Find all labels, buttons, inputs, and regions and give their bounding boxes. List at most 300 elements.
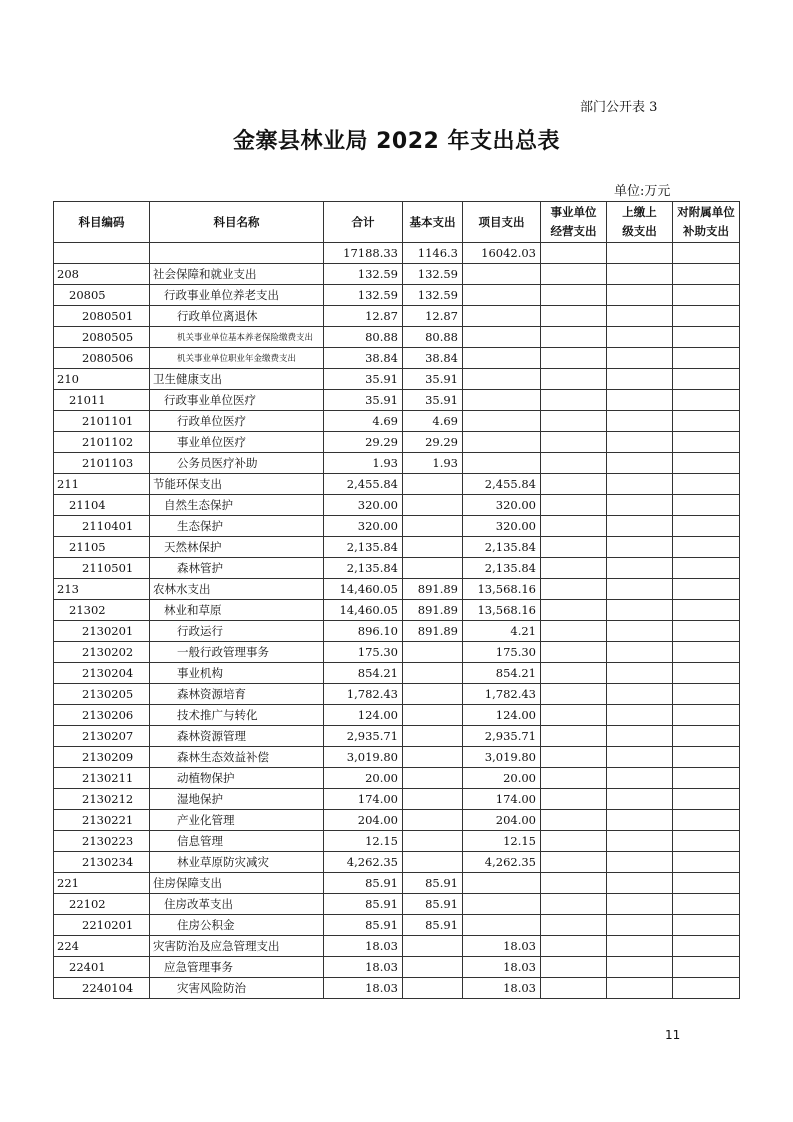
cell-sub [673, 264, 740, 285]
cell-total: 175.30 [324, 642, 403, 663]
cell-project [463, 390, 541, 411]
cell-project [463, 369, 541, 390]
cell-basic: 35.91 [403, 390, 463, 411]
header-sub: 对附属单位补助支出 [673, 202, 740, 243]
cell-total: 132.59 [324, 264, 403, 285]
cell-sub [673, 369, 740, 390]
table-row [54, 348, 740, 369]
table-row [54, 768, 740, 789]
cell-basic: 12.87 [403, 306, 463, 327]
cell-name: 森林管护 [150, 558, 324, 579]
cell-code: 2130212 [54, 789, 150, 810]
cell-upper [607, 516, 673, 537]
cell-total: 85.91 [324, 873, 403, 894]
cell-project [463, 915, 541, 936]
cell-name: 自然生态保护 [150, 495, 324, 516]
cell-total: 12.87 [324, 306, 403, 327]
cell-code: 2130223 [54, 831, 150, 852]
cell-name: 森林生态效益补偿 [150, 747, 324, 768]
cell-sub [673, 957, 740, 978]
cell-basic [403, 852, 463, 873]
header-name: 科目名称 [150, 202, 324, 243]
table-row [54, 516, 740, 537]
cell-total: 29.29 [324, 432, 403, 453]
cell-business [541, 327, 607, 348]
cell-name: 产业化管理 [150, 810, 324, 831]
cell-sub [673, 894, 740, 915]
cell-project: 320.00 [463, 495, 541, 516]
cell-business [541, 285, 607, 306]
cell-sub [673, 936, 740, 957]
table-row [54, 579, 740, 600]
cell-code: 2130234 [54, 852, 150, 873]
cell-code: 21302 [54, 600, 150, 621]
cell-upper [607, 642, 673, 663]
cell-total: 17188.33 [324, 243, 403, 264]
cell-business [541, 852, 607, 873]
cell-code: 211 [54, 474, 150, 495]
cell-basic: 891.89 [403, 621, 463, 642]
table-row [54, 894, 740, 915]
cell-basic: 891.89 [403, 579, 463, 600]
cell-upper [607, 831, 673, 852]
cell-name: 湿地保护 [150, 789, 324, 810]
cell-basic: 132.59 [403, 264, 463, 285]
cell-name: 行政单位医疗 [150, 411, 324, 432]
cell-business [541, 831, 607, 852]
cell-total: 4.69 [324, 411, 403, 432]
cell-upper [607, 579, 673, 600]
cell-upper [607, 957, 673, 978]
cell-sub [673, 747, 740, 768]
cell-name: 信息管理 [150, 831, 324, 852]
cell-total: 204.00 [324, 810, 403, 831]
cell-project: 175.30 [463, 642, 541, 663]
cell-code: 2130204 [54, 663, 150, 684]
cell-name: 住房公积金 [150, 915, 324, 936]
cell-project [463, 873, 541, 894]
table-label: 部门公开表 3 [580, 100, 658, 115]
cell-upper [607, 663, 673, 684]
cell-sub [673, 327, 740, 348]
cell-business [541, 306, 607, 327]
cell-project [463, 264, 541, 285]
table-row [54, 915, 740, 936]
cell-sub [673, 558, 740, 579]
table-row [54, 789, 740, 810]
cell-basic [403, 642, 463, 663]
cell-sub [673, 495, 740, 516]
table-row [54, 327, 740, 348]
table-row [54, 264, 740, 285]
cell-project: 320.00 [463, 516, 541, 537]
cell-business [541, 453, 607, 474]
header-project: 项目支出 [463, 202, 541, 243]
cell-project: 2,135.84 [463, 558, 541, 579]
cell-total: 85.91 [324, 915, 403, 936]
cell-name [150, 243, 324, 264]
cell-business [541, 705, 607, 726]
cell-total: 35.91 [324, 390, 403, 411]
cell-code: 2130209 [54, 747, 150, 768]
cell-upper [607, 495, 673, 516]
cell-upper [607, 789, 673, 810]
cell-total: 14,460.05 [324, 579, 403, 600]
cell-name: 应急管理事务 [150, 957, 324, 978]
cell-basic: 4.69 [403, 411, 463, 432]
cell-sub [673, 831, 740, 852]
cell-basic [403, 726, 463, 747]
cell-total: 2,935.71 [324, 726, 403, 747]
cell-code [54, 243, 150, 264]
cell-project: 3,019.80 [463, 747, 541, 768]
cell-basic [403, 747, 463, 768]
cell-basic: 80.88 [403, 327, 463, 348]
table-row [54, 663, 740, 684]
table-row [54, 810, 740, 831]
expenditure-table [53, 201, 740, 999]
cell-name: 卫生健康支出 [150, 369, 324, 390]
cell-business [541, 789, 607, 810]
cell-basic [403, 978, 463, 999]
cell-basic: 1.93 [403, 453, 463, 474]
cell-upper [607, 978, 673, 999]
cell-total: 85.91 [324, 894, 403, 915]
cell-sub [673, 621, 740, 642]
cell-upper [607, 747, 673, 768]
cell-basic [403, 474, 463, 495]
cell-project: 2,455.84 [463, 474, 541, 495]
table-row [54, 978, 740, 999]
cell-total: 12.15 [324, 831, 403, 852]
page-title: 金寨县林业局 2022 年支出总表 [232, 129, 561, 154]
cell-sub [673, 474, 740, 495]
cell-sub [673, 705, 740, 726]
cell-business [541, 747, 607, 768]
cell-name: 森林资源培育 [150, 684, 324, 705]
cell-business [541, 558, 607, 579]
cell-name: 社会保障和就业支出 [150, 264, 324, 285]
cell-sub [673, 411, 740, 432]
cell-business [541, 474, 607, 495]
cell-code: 2130201 [54, 621, 150, 642]
cell-upper [607, 432, 673, 453]
table-row [54, 285, 740, 306]
cell-project: 204.00 [463, 810, 541, 831]
cell-upper [607, 705, 673, 726]
cell-sub [673, 684, 740, 705]
cell-basic [403, 936, 463, 957]
cell-name: 事业机构 [150, 663, 324, 684]
cell-name: 农林水支出 [150, 579, 324, 600]
cell-basic [403, 957, 463, 978]
cell-code: 208 [54, 264, 150, 285]
table-row [54, 873, 740, 894]
cell-project: 4,262.35 [463, 852, 541, 873]
table-row [54, 852, 740, 873]
cell-total: 35.91 [324, 369, 403, 390]
cell-total: 4,262.35 [324, 852, 403, 873]
cell-total: 2,135.84 [324, 558, 403, 579]
cell-basic: 35.91 [403, 369, 463, 390]
cell-upper [607, 936, 673, 957]
cell-code: 21011 [54, 390, 150, 411]
cell-total: 2,135.84 [324, 537, 403, 558]
cell-basic: 29.29 [403, 432, 463, 453]
table-row [54, 747, 740, 768]
cell-business [541, 390, 607, 411]
cell-business [541, 516, 607, 537]
cell-project: 20.00 [463, 768, 541, 789]
cell-business [541, 810, 607, 831]
cell-sub [673, 978, 740, 999]
table-row [54, 306, 740, 327]
cell-business [541, 873, 607, 894]
cell-business [541, 621, 607, 642]
table-row [54, 705, 740, 726]
cell-upper [607, 369, 673, 390]
cell-upper [607, 264, 673, 285]
cell-code: 22102 [54, 894, 150, 915]
cell-sub [673, 915, 740, 936]
cell-sub [673, 873, 740, 894]
table-row [54, 600, 740, 621]
cell-basic [403, 495, 463, 516]
cell-basic: 132.59 [403, 285, 463, 306]
cell-code: 21104 [54, 495, 150, 516]
cell-total: 18.03 [324, 978, 403, 999]
cell-upper [607, 894, 673, 915]
cell-business [541, 411, 607, 432]
cell-name: 机关事业单位职业年金缴费支出 [150, 348, 324, 369]
cell-total: 80.88 [324, 327, 403, 348]
cell-project: 18.03 [463, 936, 541, 957]
cell-upper [607, 852, 673, 873]
cell-sub [673, 642, 740, 663]
cell-business [541, 642, 607, 663]
cell-project: 13,568.16 [463, 600, 541, 621]
cell-business [541, 936, 607, 957]
cell-sub [673, 852, 740, 873]
cell-business [541, 726, 607, 747]
cell-sub [673, 432, 740, 453]
cell-basic: 85.91 [403, 873, 463, 894]
cell-code: 2210201 [54, 915, 150, 936]
header-basic: 基本支出 [403, 202, 463, 243]
cell-business [541, 768, 607, 789]
cell-sub [673, 537, 740, 558]
table-row [54, 474, 740, 495]
cell-code: 213 [54, 579, 150, 600]
cell-sub [673, 285, 740, 306]
table-row [54, 495, 740, 516]
cell-name: 生态保护 [150, 516, 324, 537]
cell-code: 2130205 [54, 684, 150, 705]
unit-label: 单位:万元 [614, 184, 671, 199]
cell-upper [607, 285, 673, 306]
cell-project [463, 411, 541, 432]
cell-upper [607, 726, 673, 747]
table-row [54, 558, 740, 579]
cell-code: 2101101 [54, 411, 150, 432]
cell-total: 14,460.05 [324, 600, 403, 621]
table-row [54, 537, 740, 558]
cell-name: 技术推广与转化 [150, 705, 324, 726]
cell-basic [403, 831, 463, 852]
header-code: 科目编码 [54, 202, 150, 243]
cell-code: 22401 [54, 957, 150, 978]
cell-sub [673, 243, 740, 264]
cell-business [541, 579, 607, 600]
table-row [54, 642, 740, 663]
cell-name: 行政单位离退休 [150, 306, 324, 327]
cell-code: 210 [54, 369, 150, 390]
cell-project [463, 453, 541, 474]
cell-project [463, 306, 541, 327]
cell-upper [607, 348, 673, 369]
cell-upper [607, 621, 673, 642]
table-row [54, 621, 740, 642]
table-row [54, 369, 740, 390]
cell-total: 320.00 [324, 516, 403, 537]
cell-total: 132.59 [324, 285, 403, 306]
cell-upper [607, 390, 673, 411]
cell-basic [403, 768, 463, 789]
cell-upper [607, 453, 673, 474]
cell-project: 18.03 [463, 957, 541, 978]
cell-basic [403, 789, 463, 810]
cell-upper [607, 306, 673, 327]
cell-total: 320.00 [324, 495, 403, 516]
cell-business [541, 915, 607, 936]
cell-code: 2101103 [54, 453, 150, 474]
cell-code: 224 [54, 936, 150, 957]
cell-upper [607, 474, 673, 495]
cell-name: 森林资源管理 [150, 726, 324, 747]
cell-project [463, 894, 541, 915]
cell-sub [673, 810, 740, 831]
cell-code: 20805 [54, 285, 150, 306]
cell-name: 天然林保护 [150, 537, 324, 558]
cell-upper [607, 327, 673, 348]
cell-total: 2,455.84 [324, 474, 403, 495]
cell-name: 灾害风险防治 [150, 978, 324, 999]
cell-business [541, 600, 607, 621]
header-business: 事业单位经营支出 [541, 202, 607, 243]
cell-total: 854.21 [324, 663, 403, 684]
cell-project: 16042.03 [463, 243, 541, 264]
cell-total: 174.00 [324, 789, 403, 810]
cell-business [541, 432, 607, 453]
cell-code: 221 [54, 873, 150, 894]
cell-total: 18.03 [324, 936, 403, 957]
cell-name: 一般行政管理事务 [150, 642, 324, 663]
cell-name: 灾害防治及应急管理支出 [150, 936, 324, 957]
cell-code: 2130206 [54, 705, 150, 726]
cell-name: 行政事业单位医疗 [150, 390, 324, 411]
header-total: 合计 [324, 202, 403, 243]
cell-code: 2110501 [54, 558, 150, 579]
cell-name: 事业单位医疗 [150, 432, 324, 453]
cell-upper [607, 600, 673, 621]
cell-name: 住房保障支出 [150, 873, 324, 894]
cell-total: 896.10 [324, 621, 403, 642]
cell-upper [607, 915, 673, 936]
cell-project [463, 285, 541, 306]
cell-project: 174.00 [463, 789, 541, 810]
cell-name: 林业草原防灾减灾 [150, 852, 324, 873]
table-row [54, 390, 740, 411]
cell-upper [607, 684, 673, 705]
cell-code: 2240104 [54, 978, 150, 999]
cell-basic [403, 537, 463, 558]
table-row [54, 831, 740, 852]
page-number: 11 [665, 1028, 681, 1042]
cell-name: 行政运行 [150, 621, 324, 642]
cell-upper [607, 537, 673, 558]
cell-basic: 38.84 [403, 348, 463, 369]
cell-name: 林业和草原 [150, 600, 324, 621]
cell-upper [607, 768, 673, 789]
cell-sub [673, 348, 740, 369]
cell-business [541, 348, 607, 369]
cell-project: 854.21 [463, 663, 541, 684]
cell-code: 2080501 [54, 306, 150, 327]
cell-name: 机关事业单位基本养老保险缴费支出 [150, 327, 324, 348]
header-upper: 上缴上级支出 [607, 202, 673, 243]
cell-basic: 891.89 [403, 600, 463, 621]
cell-project: 2,935.71 [463, 726, 541, 747]
table-row [54, 684, 740, 705]
cell-basic [403, 684, 463, 705]
cell-code: 2080505 [54, 327, 150, 348]
cell-basic [403, 705, 463, 726]
cell-sub [673, 600, 740, 621]
cell-business [541, 264, 607, 285]
cell-total: 3,019.80 [324, 747, 403, 768]
cell-basic [403, 558, 463, 579]
cell-sub [673, 306, 740, 327]
table-row [54, 432, 740, 453]
cell-upper [607, 873, 673, 894]
cell-project: 124.00 [463, 705, 541, 726]
cell-business [541, 243, 607, 264]
cell-business [541, 957, 607, 978]
table-row [54, 726, 740, 747]
cell-total: 38.84 [324, 348, 403, 369]
cell-upper [607, 243, 673, 264]
cell-business [541, 537, 607, 558]
cell-project: 2,135.84 [463, 537, 541, 558]
cell-sub [673, 453, 740, 474]
cell-business [541, 894, 607, 915]
cell-sub [673, 663, 740, 684]
table-header-row [54, 202, 740, 243]
cell-code: 2130221 [54, 810, 150, 831]
cell-upper [607, 411, 673, 432]
table-row [54, 957, 740, 978]
cell-name: 动植物保护 [150, 768, 324, 789]
cell-name: 公务员医疗补助 [150, 453, 324, 474]
cell-sub [673, 768, 740, 789]
cell-name: 住房改革支出 [150, 894, 324, 915]
cell-code: 21105 [54, 537, 150, 558]
cell-project [463, 348, 541, 369]
cell-upper [607, 558, 673, 579]
cell-code: 2130207 [54, 726, 150, 747]
cell-basic: 85.91 [403, 915, 463, 936]
cell-project: 18.03 [463, 978, 541, 999]
